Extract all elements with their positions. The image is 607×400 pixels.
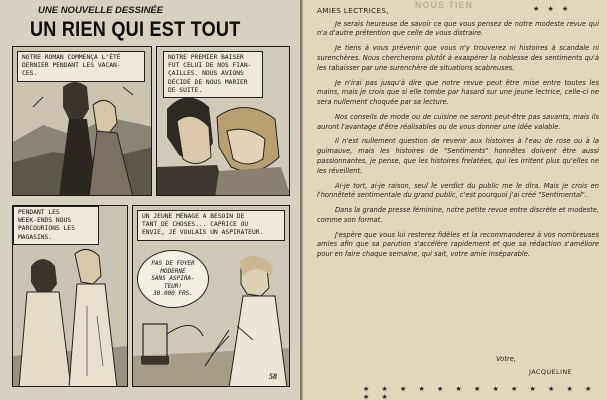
- panel-2-caption: NOTRE PREMIER BAISER FUT CELUI DE NOS FIAN- ÇAILLES. NOUS AVIONS DÉCIDÉ DE NOUS MARIER DE SUITE.: [163, 51, 263, 98]
- page-number: 58: [269, 372, 277, 381]
- panel-4-speech-balloon: PAS DE FOYER MODERNE SANS ASPIRA- TEUR! 30.000 FRS.: [137, 250, 209, 308]
- editorial-letter: [317, 6, 599, 265]
- letter-signature: JACQUELINE: [529, 368, 573, 376]
- letter-paragraph-6: Ai-je tort, ai-je raison, seul le verdict du public me le dira. Mais je crois en l'honnêteté sentimentale du grand public, c'est pourquoi j'ai créé "Sentimental".: [317, 181, 599, 200]
- panel-1-caption: NOTRE ROMAN COMMENÇA L'ÉTÉ DERNIER PENDANT LES VACAN- CES.: [17, 51, 145, 82]
- comic-title: UN RIEN QUI EST TOUT: [30, 18, 241, 41]
- editorial-page: [303, 0, 607, 400]
- bleed-through-text: NOUS TIEN: [415, 0, 474, 10]
- comic-panel-2: [156, 46, 290, 196]
- comic-panel-1: [12, 46, 152, 196]
- panel-3-caption: PENDANT LES WEEK-ENDS NOUS PARCOURIONS LES MAGASINS.: [13, 206, 99, 245]
- letter-closing: Votre,: [496, 355, 516, 363]
- star-ornament-top: ★ ★ ★: [533, 5, 572, 13]
- comic-supertitle: UNE NOUVELLE DESSINÉE: [38, 5, 164, 16]
- letter-paragraph-2: Je tiens à vous prévenir que vous n'y trouverez ni histoires à scandale ni surenchères. Nous chercherons plutôt à exaspérer la noblesse des sentiments qu'à les rabaisser par une surenchère de situations scabreuses.: [317, 44, 599, 72]
- star-ornament-bottom: ★ ★ ★ ★ ★ ★ ★ ★ ★ ★ ★ ★ ★ ★ ★: [363, 385, 597, 400]
- comic-panel-4: [132, 205, 290, 387]
- comic-panel-3: [12, 205, 128, 387]
- comic-page: [0, 0, 302, 400]
- letter-paragraph-5: Il n'est nullement question de revenir aux histoires à l'eau de rose ou à la guimauve, mais les histoires de "Sentiments" honnêtes doivent être aussi passionnantes, je pense, que les histoires frelatées, qui les irritent plus qu'elles ne les réveillent.: [317, 137, 599, 175]
- panel-4-caption: UN JEUNE MÉNAGE A BESOIN DE TANT DE CHOSES... CAPRICE OU ENVIE, JE VOULAIS UN ASPIRATEUR.: [137, 210, 285, 241]
- letter-paragraph-8: J'espère que vous lui resterez fidèles et la recommanderez à vos nombreuses amies afin que sa parution s'accélère rapidement et que sa rédaction s'améliore pour en faire chaque semaine, qui sait, votre amie inséparable.: [317, 230, 599, 259]
- letter-paragraph-1: Je serais heureuse de savoir ce que vous pensez de notre modeste revue qui n'a d'autre prétention que celle de vous distraire.: [317, 19, 599, 38]
- letter-paragraph-7: Dans la grande presse féminine, notre petite revue entre discrète et modeste, comme son format.: [317, 206, 599, 224]
- letter-paragraph-3: Je n'irai pas jusqu'à dire que notre revue peut être mise entre toutes les mains, mais je crois que si elle tombe par hasard sur une jeune lectrice, celle-ci ne sera nullement choquée par sa lecture.: [317, 78, 599, 107]
- letter-paragraph-4: Nos conseils de mode ou de cuisine ne seront peut-être pas savants, mais ils auront l'avantage d'être réalisables ou de vous donner une idée valable.: [317, 112, 599, 131]
- letter-salutation: AMIES LECTRICES,: [317, 6, 389, 15]
